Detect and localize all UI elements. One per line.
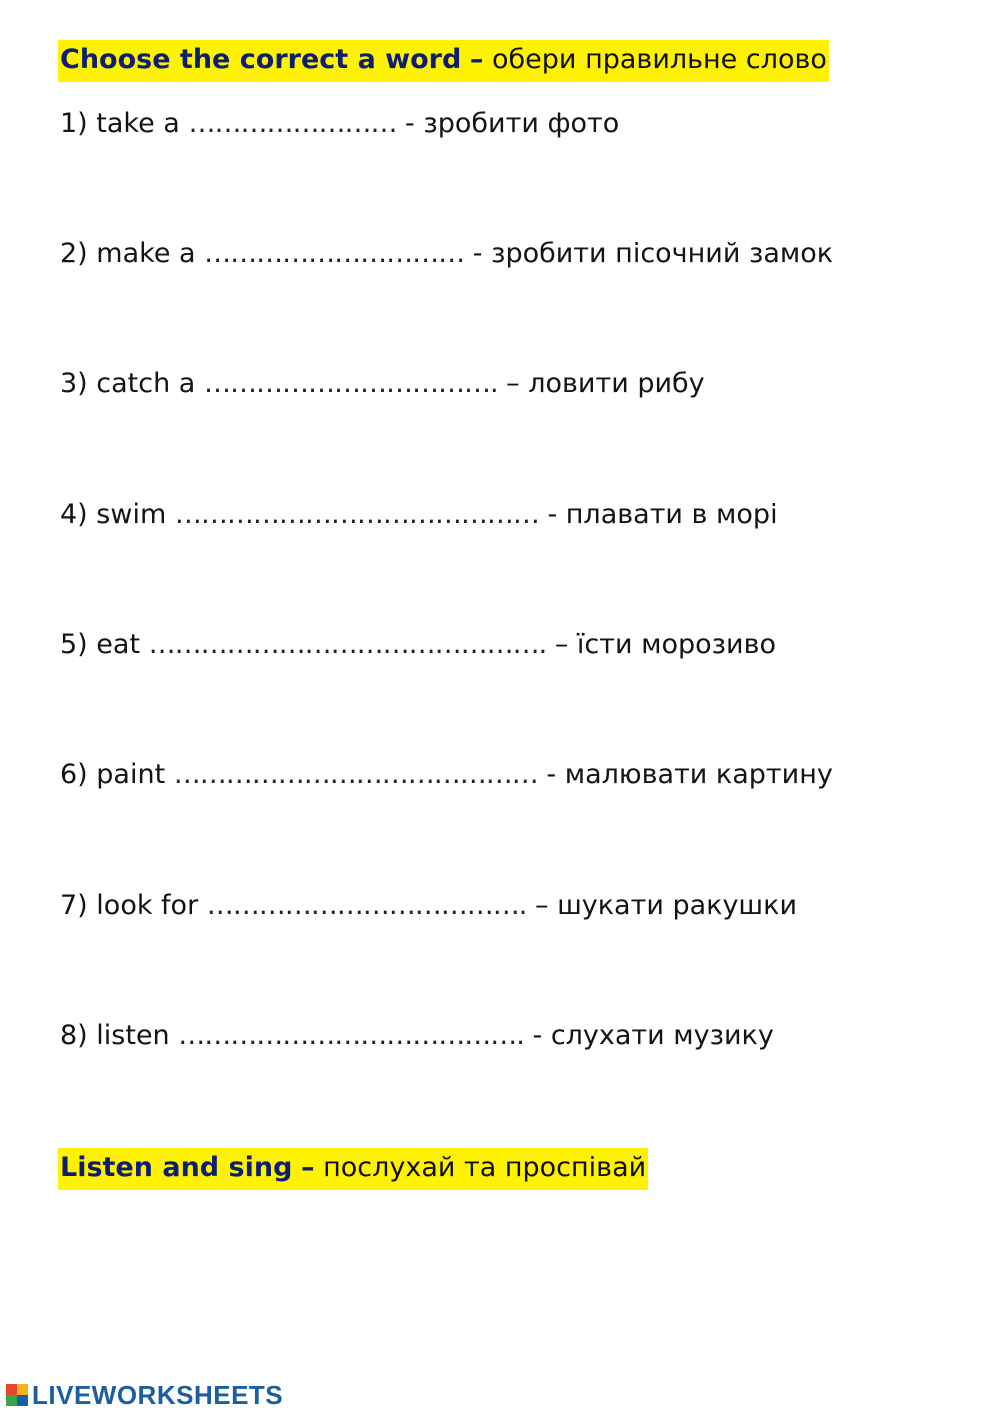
- item-prefix: 6) paint: [60, 759, 166, 790]
- item-prefix: 4) swim: [60, 499, 167, 530]
- heading-choose-word-dash: –: [469, 44, 484, 75]
- item-translation: малювати картину: [564, 759, 833, 790]
- logo-grid-icon: [6, 1384, 28, 1406]
- item-separator: -: [547, 499, 558, 530]
- item-prefix: 1) take a: [60, 108, 180, 139]
- answer-blank[interactable]: …………………………….: [203, 368, 498, 399]
- answer-blank[interactable]: …………………………: [204, 238, 465, 269]
- answer-blank[interactable]: ………………………………….: [178, 1020, 524, 1051]
- item-translation: зробити пісочний замок: [491, 238, 834, 269]
- item-separator: –: [534, 890, 549, 921]
- heading-choose-word-ua: обери правильне слово: [492, 44, 827, 75]
- item-separator: -: [472, 238, 483, 269]
- exercise-item-1: [60, 106, 619, 142]
- item-prefix: 8) listen: [60, 1020, 170, 1051]
- exercise-item-8: [60, 1018, 774, 1054]
- item-translation: слухати музику: [550, 1020, 774, 1051]
- liveworksheets-logo[interactable]: [6, 1380, 283, 1410]
- item-prefix: 3) catch a: [60, 368, 196, 399]
- item-translation: плавати в морі: [565, 499, 778, 530]
- exercise-item-3: [60, 366, 705, 402]
- item-translation: шукати ракушки: [557, 890, 797, 921]
- item-prefix: 7) look for: [60, 890, 199, 921]
- item-prefix: 2) make a: [60, 238, 196, 269]
- exercise-item-6: [60, 757, 833, 793]
- heading-listen-sing: [58, 1148, 648, 1190]
- heading-listen-sing-en: Listen and sing: [60, 1152, 293, 1183]
- heading-choose-word: [58, 40, 829, 82]
- item-translation: ловити рибу: [528, 368, 705, 399]
- item-translation: зробити фото: [423, 108, 620, 139]
- item-separator: -: [405, 108, 415, 139]
- item-separator: –: [554, 629, 569, 660]
- item-translation: їсти морозиво: [576, 629, 777, 660]
- exercise-item-4: [60, 497, 778, 533]
- answer-blank[interactable]: ……………………………………….: [148, 629, 547, 660]
- heading-choose-word-en: Choose the correct a word: [60, 44, 462, 75]
- exercise-item-7: [60, 888, 797, 924]
- item-separator: -: [546, 759, 557, 790]
- answer-blank[interactable]: ……………………: [188, 108, 397, 139]
- heading-listen-sing-dash: –: [301, 1152, 315, 1183]
- answer-blank[interactable]: ……………………………………: [173, 759, 538, 790]
- exercise-item-5: [60, 627, 776, 663]
- logo-text: LIVEWORKSHEETS: [32, 1379, 284, 1410]
- answer-blank[interactable]: ……………………………………: [174, 499, 539, 530]
- item-separator: –: [506, 368, 520, 399]
- exercise-item-2: [60, 236, 833, 272]
- item-separator: -: [532, 1020, 543, 1051]
- heading-listen-sing-ua: послухай та проспівай: [323, 1152, 647, 1183]
- answer-blank[interactable]: ……………………………….: [206, 890, 527, 921]
- item-prefix: 5) eat: [60, 629, 141, 660]
